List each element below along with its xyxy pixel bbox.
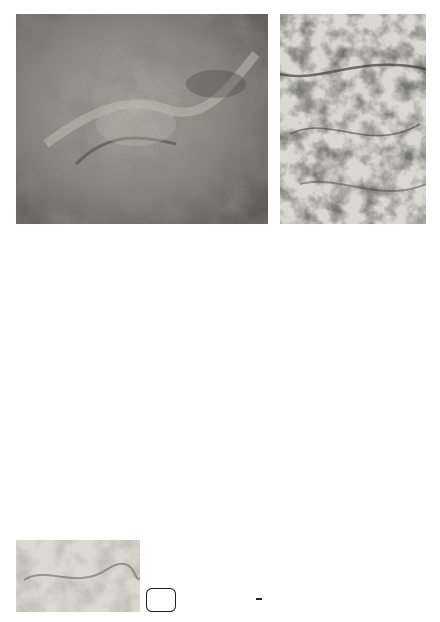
gallery-contact	[200, 612, 296, 622]
artwork-rondo-image	[16, 14, 268, 224]
essay-source-note	[20, 260, 40, 395]
essay-text	[18, 236, 424, 526]
artwork-sea	[280, 14, 426, 224]
gallery-floor-badge	[256, 598, 262, 600]
artwork-bottom-image	[16, 540, 140, 612]
gallery-logo	[146, 588, 176, 612]
artist-name	[146, 536, 150, 545]
artwork-bottom	[16, 540, 140, 612]
artwork-sea-image	[280, 14, 426, 224]
access-map	[300, 590, 426, 620]
artwork-rondo	[16, 14, 268, 224]
